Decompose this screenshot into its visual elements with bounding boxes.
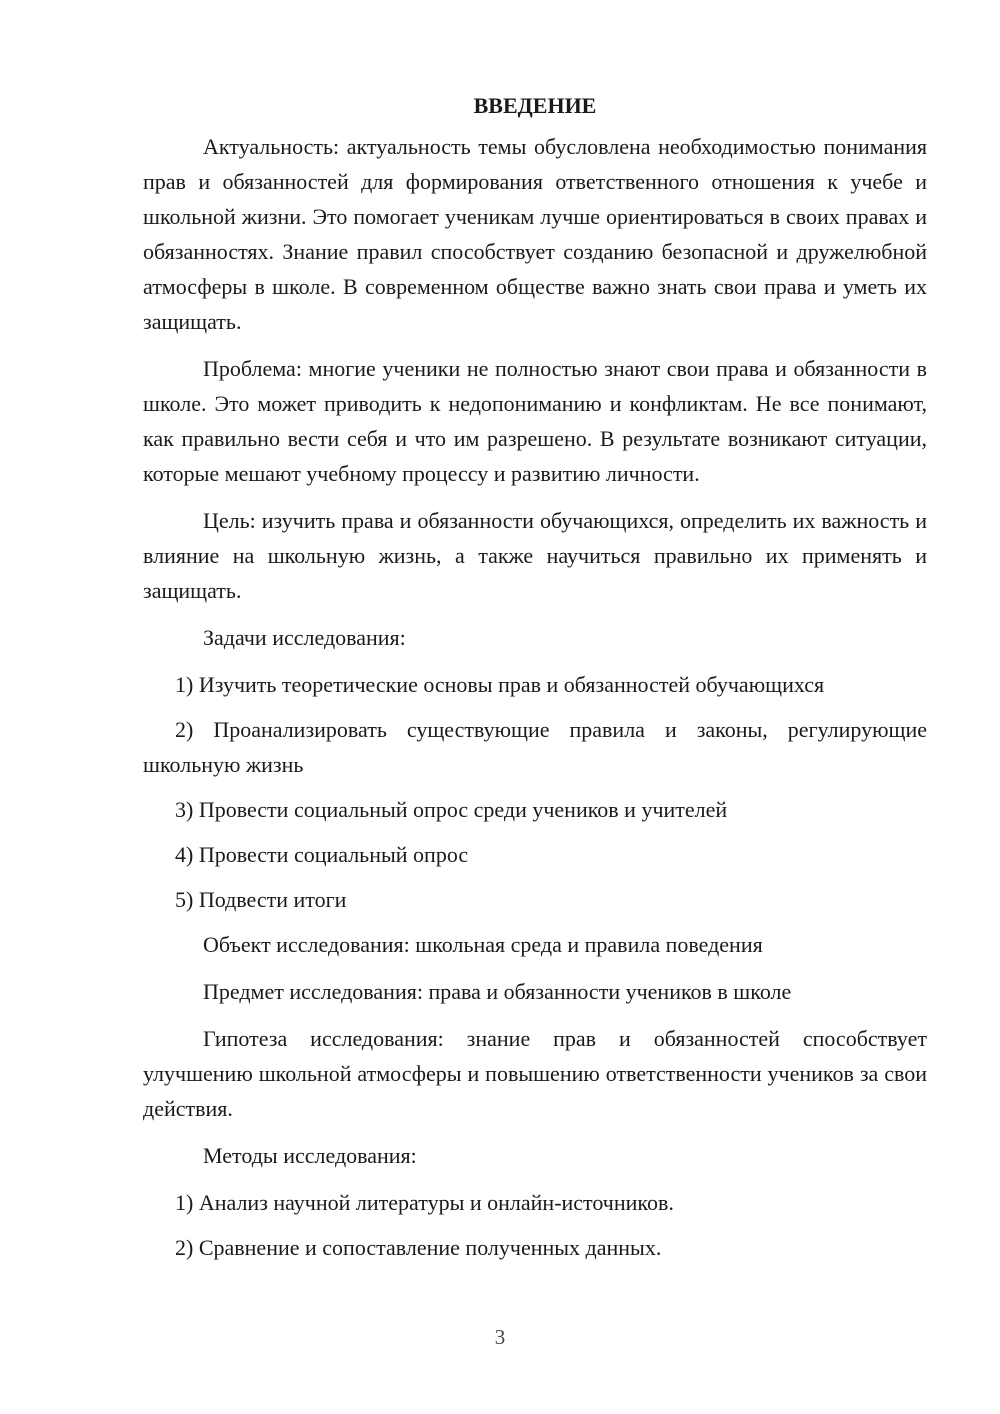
method-item-2: 2) Сравнение и сопоставление полученных данных.	[175, 1235, 662, 1260]
page-number: 3	[494, 1325, 506, 1349]
task-item-2: 2) Проанализировать существующие правила и законы, регулирующие школьную жизнь	[143, 717, 927, 777]
method-item-1: 1) Анализ научной литературы и онлайн-источников.	[175, 1190, 674, 1215]
task-item-3: 3) Провести социальный опрос среди учеников и учителей	[175, 797, 728, 822]
tasks-title: Задачи исследования:	[203, 625, 406, 650]
subject-paragraph: Предмет исследования: права и обязанности учеников в школе	[203, 979, 792, 1004]
task-item-5: 5) Подвести итоги	[175, 887, 347, 912]
methods-title: Методы исследования:	[203, 1143, 417, 1168]
hypothesis-paragraph: Гипотеза исследования: знание прав и обязанностей способствует улучшению школьной атмосферы и повышению ответственности учеников за свои действия.	[143, 1026, 927, 1121]
task-item-1: 1) Изучить теоретические основы прав и обязанностей обучающихся	[175, 672, 825, 697]
task-item-4: 4) Провести социальный опрос	[175, 842, 469, 867]
object-paragraph: Объект исследования: школьная среда и правила поведения	[203, 932, 763, 957]
problem-paragraph: Проблема: многие ученики не полностью знают свои права и обязанности в школе. Это может приводить к недопониманию и конфликтам. Не все понимают, как правильно вести себя и что им разрешено. В результате возникают ситуации, которые мешают учебному процессу и развитию личности.	[143, 356, 927, 486]
relevance-paragraph: Актуальность: актуальность темы обусловлена необходимостью понимания прав и обязанностей для формирования ответственного отношения к учебе и школьной жизни. Это помогает ученикам лучше ориентироваться в своих правах и обязанностях. Знание правил способствует созданию безопасной и дружелюбной атмосферы в школе. В современном обществе важно знать свои права и уметь их защищать.	[143, 134, 927, 334]
section-heading: ВВЕДЕНИЕ	[473, 93, 597, 118]
goal-paragraph: Цель: изучить права и обязанности обучающихся, определить их важность и влияние на школьную жизнь, а также научиться правильно их применять и защищать.	[143, 508, 927, 603]
